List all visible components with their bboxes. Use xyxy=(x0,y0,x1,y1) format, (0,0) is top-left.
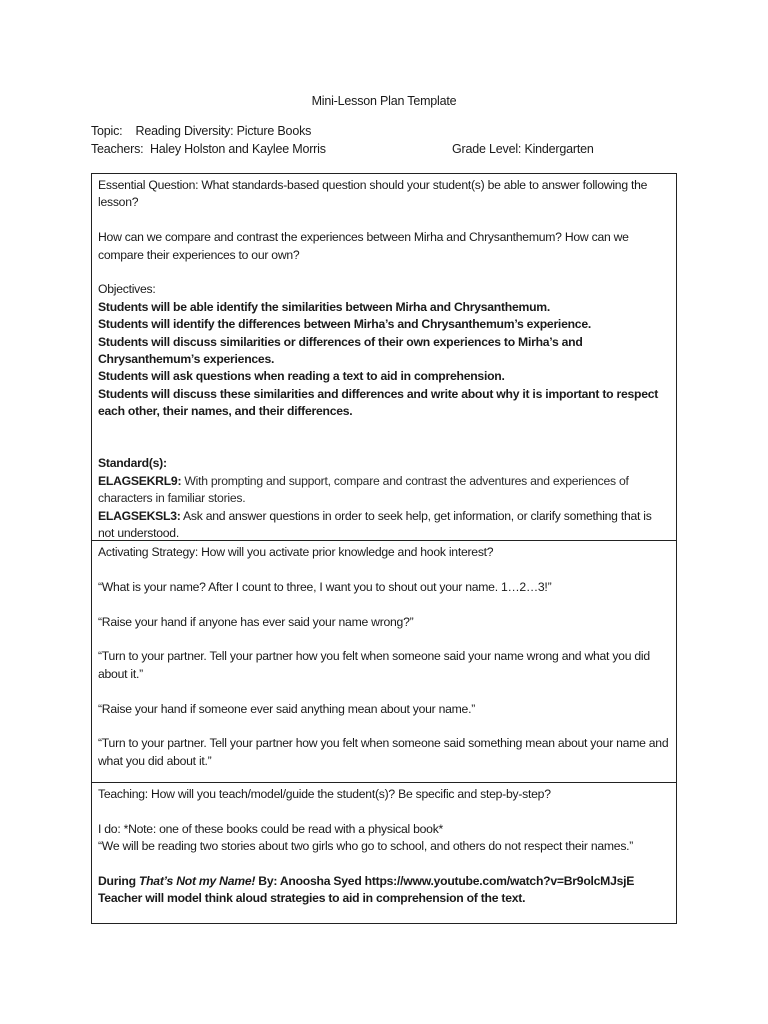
activating-line: “Raise your hand if anyone has ever said your name wrong?” xyxy=(98,614,414,629)
activating-line: “Turn to your partner. Tell your partner how you felt when someone said something mean about your name and what you did about it.” xyxy=(98,736,669,768)
standards-heading: Standard(s): xyxy=(98,456,167,471)
standard-item xyxy=(98,508,669,543)
standard-text: With prompting and support, compare and contrast the adventures and experiences of characters in familiar stories. xyxy=(98,473,629,506)
model-line: Teacher will model think aloud strategies to aid in comprehension of the text. xyxy=(98,891,526,906)
activating-strategy-prompt: Activating Strategy: How will you activate prior knowledge and hook interest? xyxy=(98,545,494,559)
activating-strategy-cell xyxy=(92,541,676,783)
objective-item: Students will be able identify the similarities between Mirha and Chrysanthemum. xyxy=(98,299,551,314)
standard-code: ELAGSEKSL3: xyxy=(98,508,181,523)
lesson-plan-table xyxy=(91,173,677,924)
teaching-quote: “We will be reading two stories about two girls who go to school, and others do not respect their names.” xyxy=(98,839,634,854)
essential-question-prompt: Essential Question: What standards-based question should your student(s) be able to answer following the lesson? xyxy=(98,178,648,210)
i-do-line: I do: *Note: one of these books could be read with a physical book* xyxy=(98,821,444,836)
page-title: Mini-Lesson Plan Template xyxy=(311,94,457,108)
objectives-heading: Objectives: xyxy=(98,282,156,297)
essential-question-answer: How can we compare and contrast the experiences between Mirha and Chrysanthemum? How can we compare their experiences to our own? xyxy=(98,230,629,262)
activating-line: “Turn to your partner. Tell your partner how you felt when someone said your name wrong and what you did about it.” xyxy=(98,649,650,681)
teaching-prompt: Teaching: How will you teach/model/guide the student(s)? Be specific and step-by-step? xyxy=(98,787,551,801)
standard-item xyxy=(98,473,669,508)
objective-item: Students will discuss these similarities and differences and write about why it is important to respect each other, their names, and their differences. xyxy=(98,386,659,419)
activating-line: “What is your name? After I count to three, I want you to shout out your name. 1…2…3!” xyxy=(98,579,552,594)
during-reading-line xyxy=(98,873,669,890)
essential-question-cell xyxy=(92,174,676,541)
objective-item: Students will discuss similarities or differences of their own experiences to Mirha’s and Chrysanthemum’s experiences. xyxy=(98,334,583,367)
during-label: During xyxy=(98,874,139,888)
book-author-link: By: Anoosha Syed https://www.youtube.com/watch?v=Br9olcMJsjE xyxy=(255,874,635,888)
teachers-line: Teachers: Haley Holston and Kaylee Morris xyxy=(91,142,326,156)
topic-line: Topic: Reading Diversity: Picture Books xyxy=(91,124,312,138)
objective-item: Students will ask questions when reading a text to aid in comprehension. xyxy=(98,369,505,384)
standard-text: Ask and answer questions in order to seek help, get information, or clarify something that is not understood. xyxy=(98,508,652,541)
book-title: That’s Not my Name! xyxy=(138,874,256,888)
teaching-cell xyxy=(92,783,676,923)
grade-level-line: Grade Level: Kindergarten xyxy=(452,142,594,156)
objective-item: Students will identify the differences between Mirha’s and Chrysanthemum’s experience. xyxy=(98,317,591,332)
standard-code: ELAGSEKRL9: xyxy=(98,473,182,488)
activating-line: “Raise your hand if someone ever said anything mean about your name.” xyxy=(98,701,476,716)
